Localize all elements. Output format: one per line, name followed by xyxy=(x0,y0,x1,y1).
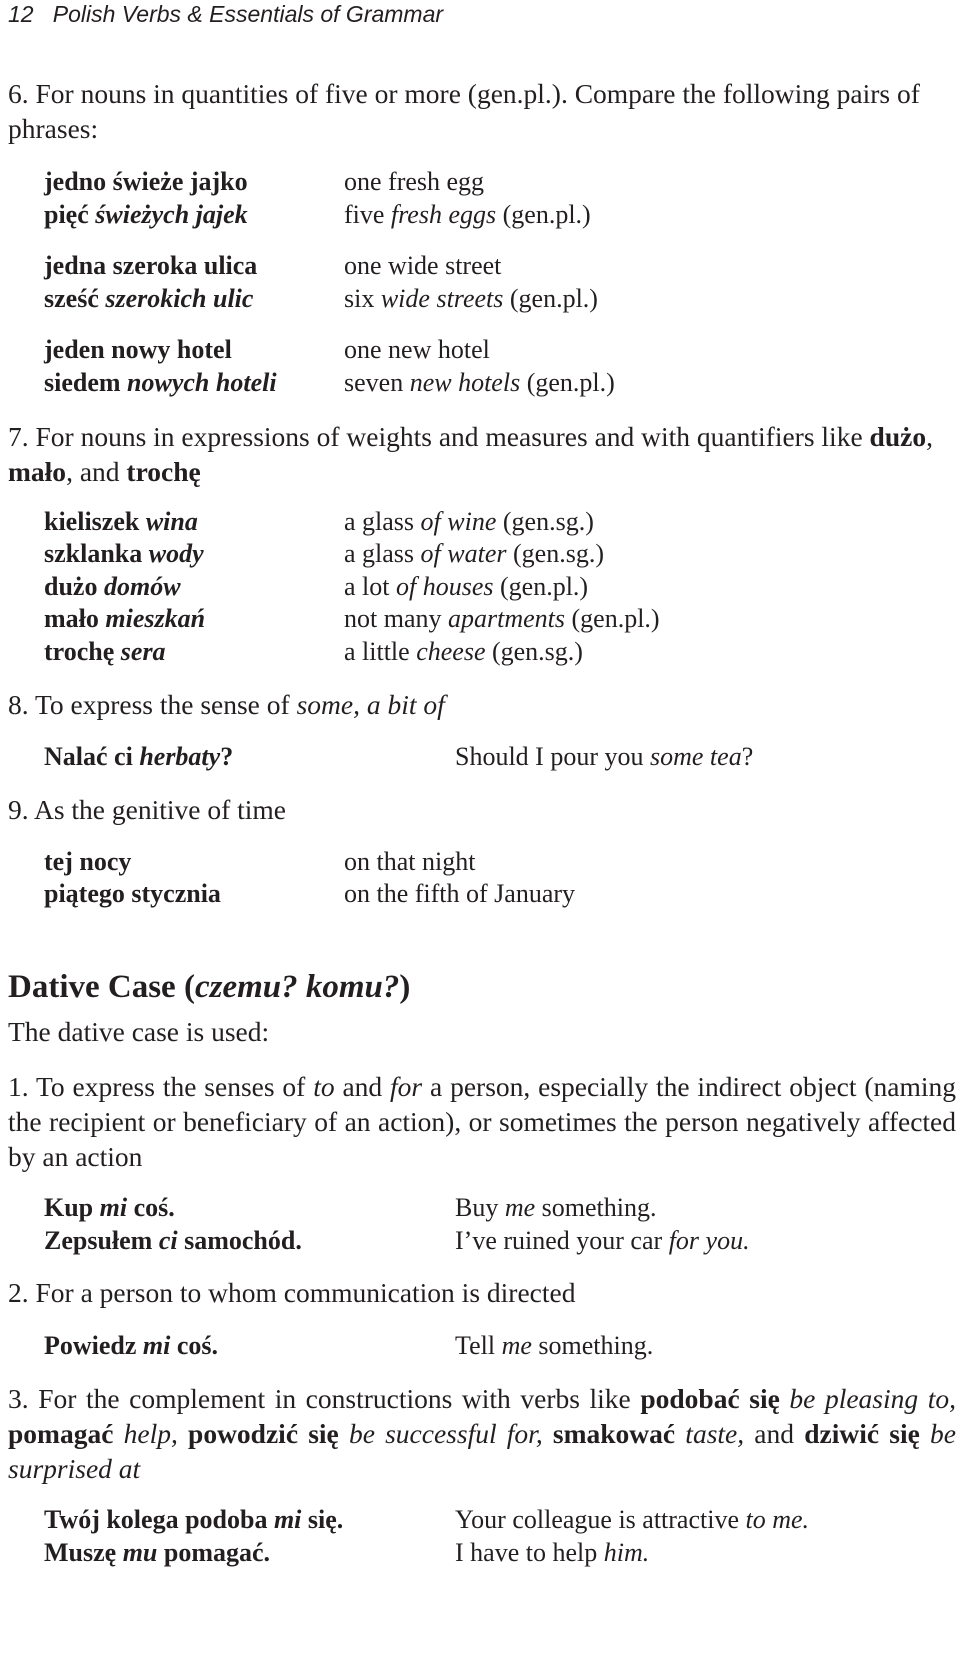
example-row xyxy=(0,1536,960,1570)
english-translation: Your colleague is attractive to me. xyxy=(455,1505,810,1534)
polish-phrase: dużo domów xyxy=(44,572,181,601)
dative-rule-3-text: 3. For the complement in constructions with verbs like podobać się be pleasing to, pomagać help, powodzić się be successful for, smakować taste, and dziwić się be surprised at xyxy=(8,1383,956,1484)
page-number: 12 xyxy=(8,1,34,27)
example-row xyxy=(0,845,960,879)
polish-phrase: piątego stycznia xyxy=(44,879,221,908)
example-row xyxy=(0,1191,960,1225)
running-header xyxy=(8,0,443,30)
polish-phrase: Muszę mu pomagać. xyxy=(44,1538,271,1567)
polish-phrase: kieliszek wina xyxy=(44,507,198,536)
polish-phrase: Twój kolega podoba mi się. xyxy=(44,1505,344,1534)
example-row xyxy=(0,249,960,283)
example-row xyxy=(0,1224,960,1258)
english-translation: one fresh egg xyxy=(344,167,485,196)
example-row xyxy=(0,165,960,199)
polish-phrase: Powiedz mi coś. xyxy=(44,1331,219,1360)
polish-phrase: pięć świeżych jajek xyxy=(44,200,248,229)
polish-phrase: sześć szerokich ulic xyxy=(44,284,254,313)
english-translation: I have to help him. xyxy=(455,1538,650,1567)
polish-phrase: siedem nowych hoteli xyxy=(44,368,277,397)
english-translation: I’ve ruined your car for you. xyxy=(455,1226,750,1255)
english-translation: Tell me something. xyxy=(455,1331,654,1360)
english-translation: seven new hotels (gen.pl.) xyxy=(344,368,615,397)
polish-phrase: jedna szeroka ulica xyxy=(44,251,258,280)
polish-phrase: tej nocy xyxy=(44,847,132,876)
english-translation: a lot of houses (gen.pl.) xyxy=(344,572,589,601)
english-translation: five fresh eggs (gen.pl.) xyxy=(344,200,591,229)
english-translation: not many apartments (gen.pl.) xyxy=(344,604,660,633)
example-row xyxy=(0,1503,960,1537)
polish-phrase: jeden nowy hotel xyxy=(44,335,232,364)
example-row xyxy=(0,635,960,669)
example-row xyxy=(0,198,960,232)
dative-rule-2-text: 2. For a person to whom communication is directed xyxy=(8,1277,576,1308)
polish-phrase: mało mieszkań xyxy=(44,604,206,633)
polish-phrase: Zepsułem ci samochód. xyxy=(44,1226,302,1255)
english-translation: Buy me something. xyxy=(455,1193,657,1222)
example-row xyxy=(0,333,960,367)
english-translation: a glass of wine (gen.sg.) xyxy=(344,507,594,536)
english-translation: six wide streets (gen.pl.) xyxy=(344,284,598,313)
example-row xyxy=(0,740,960,774)
polish-phrase: Nalać ci herbaty? xyxy=(44,742,234,771)
polish-phrase: Kup mi coś. xyxy=(44,1193,175,1222)
rule-7-text: 7. For nouns in expressions of weights and measures and with quantifiers like dużo, mało, and trochę xyxy=(8,421,933,487)
example-row xyxy=(0,537,960,571)
english-translation: on that night xyxy=(344,847,476,876)
example-row xyxy=(0,505,960,539)
example-row xyxy=(0,877,960,911)
section-intro: The dative case is used: xyxy=(8,1016,270,1047)
example-row xyxy=(0,282,960,316)
example-row xyxy=(0,602,960,636)
rule-6-text: 6. For nouns in quantities of five or more (gen.pl.). Compare the following pairs of phrases: xyxy=(8,78,920,144)
dative-rule-1-text: 1. To express the senses of to and for a person, especially the indirect object (naming the recipient or beneficiary of an action), or sometimes the person negatively affected by an action xyxy=(8,1071,956,1172)
polish-phrase: trochę sera xyxy=(44,637,166,666)
example-row xyxy=(0,366,960,400)
polish-phrase: szklanka wody xyxy=(44,539,204,568)
english-translation: Should I pour you some tea? xyxy=(455,742,754,771)
rule-9-text: 9. As the genitive of time xyxy=(8,794,287,825)
polish-phrase: jedno świeże jajko xyxy=(44,167,248,196)
example-row xyxy=(0,1329,960,1363)
english-translation: a glass of water (gen.sg.) xyxy=(344,539,604,568)
example-row xyxy=(0,570,960,604)
english-translation: one new hotel xyxy=(344,335,490,364)
book-title: Polish Verbs & Essentials of Grammar xyxy=(52,1,444,27)
english-translation: on the fifth of January xyxy=(344,879,576,908)
english-translation: a little cheese (gen.sg.) xyxy=(344,637,583,666)
rule-8-text: 8. To express the sense of some, a bit of xyxy=(8,689,445,720)
english-translation: one wide street xyxy=(344,251,502,280)
section-heading: Dative Case (czemu? komu?) xyxy=(8,969,411,1005)
